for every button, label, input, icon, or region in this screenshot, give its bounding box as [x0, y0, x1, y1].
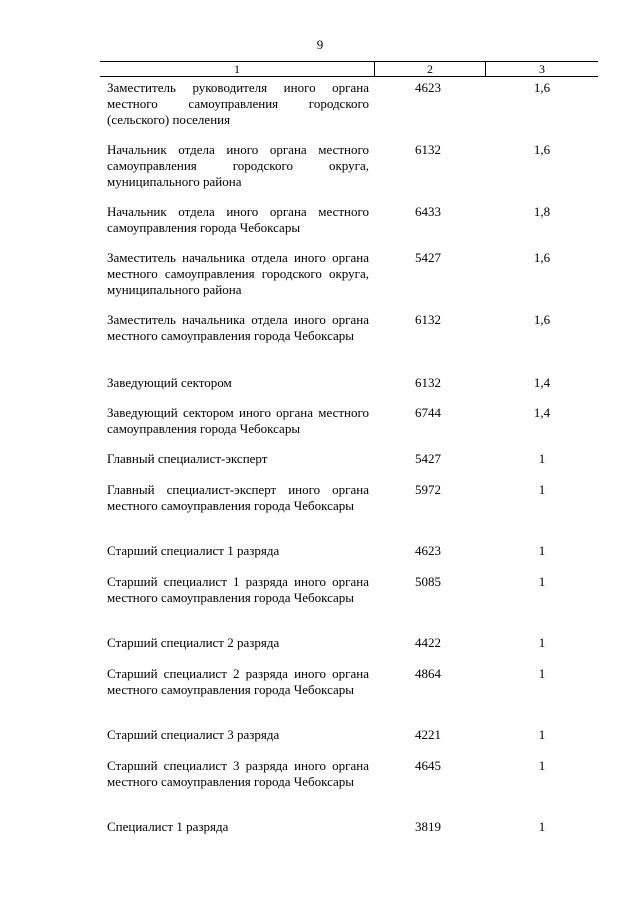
position-name: Главный специалист-эксперт: [107, 451, 268, 466]
table-row: [0, 574, 640, 635]
coefficient: 1,4: [533, 375, 551, 390]
salary-value: 4623: [415, 543, 441, 558]
table-row: [0, 405, 640, 451]
table-row: [0, 80, 640, 142]
table-row: [0, 727, 640, 758]
column-header-2: 2: [375, 62, 486, 76]
coefficient: 1: [538, 666, 546, 681]
table-body: [0, 80, 640, 850]
table-row: [0, 250, 640, 312]
position-name: Старший специалист 2 разряда иного органа местного самоуправления города Чебоксары: [107, 666, 369, 697]
salary-value: 6132: [415, 312, 441, 327]
coefficient: 1: [538, 758, 546, 773]
salary-value: 4221: [415, 727, 441, 742]
position-name: Заведующий сектором иного органа местного самоуправления города Чебоксары: [107, 405, 369, 436]
salary-value: 6132: [415, 142, 441, 157]
position-name: Главный специалист-эксперт иного органа местного самоуправления города Чебоксары: [107, 482, 369, 513]
position-name: Заместитель руководителя иного органа местного самоуправления городского (сельского) поселения: [107, 80, 369, 127]
position-name: Заведующий сектором: [107, 375, 232, 390]
salary-value: 6744: [415, 405, 441, 420]
position-name: Заместитель начальника отдела иного органа местного самоуправления городского округа, муниципального района: [107, 250, 369, 297]
coefficient: 1: [538, 819, 546, 834]
table-row: [0, 375, 640, 405]
coefficient: 1: [538, 482, 546, 497]
position-name: Старший специалист 3 разряда: [107, 727, 280, 742]
salary-value: 5085: [415, 574, 441, 589]
coefficient: 1,4: [533, 405, 551, 420]
salary-value: 5972: [415, 482, 441, 497]
coefficient: 1,6: [533, 80, 551, 95]
salary-value: 6132: [415, 375, 441, 390]
salary-value: 4864: [415, 666, 441, 681]
table-row: [0, 635, 640, 666]
coefficient: 1: [538, 727, 546, 742]
salary-value: 6433: [415, 204, 441, 219]
coefficient: 1,6: [533, 250, 551, 265]
table-row: [0, 819, 640, 850]
page-number: 9: [316, 37, 324, 52]
salary-value: 4645: [415, 758, 441, 773]
coefficient: 1: [538, 543, 546, 558]
position-name: Начальник отдела иного органа местного самоуправления городского округа, муниципального района: [107, 142, 369, 189]
salary-value: 4422: [415, 635, 441, 650]
coefficient: 1: [538, 635, 546, 650]
table-row: [0, 451, 640, 482]
table-header: [100, 61, 598, 77]
position-name: Старший специалист 1 разряда: [107, 543, 280, 558]
table-row: [0, 312, 640, 375]
position-name: Начальник отдела иного органа местного самоуправления города Чебоксары: [107, 204, 369, 235]
position-name: Старший специалист 2 разряда: [107, 635, 280, 650]
position-name: Старший специалист 1 разряда иного органа местного самоуправления города Чебоксары: [107, 574, 369, 605]
table-row: [0, 666, 640, 727]
coefficient: 1: [538, 574, 546, 589]
coefficient: 1: [538, 451, 546, 466]
column-header-3: 3: [539, 62, 545, 76]
table-row: [0, 543, 640, 574]
coefficient: 1,8: [533, 204, 551, 219]
table-row: [0, 482, 640, 543]
coefficient: 1,6: [533, 142, 551, 157]
salary-value: 5427: [415, 451, 441, 466]
salary-value: 4623: [415, 80, 441, 95]
position-name: Старший специалист 3 разряда иного органа местного самоуправления города Чебоксары: [107, 758, 369, 789]
table-row: [0, 142, 640, 204]
salary-value: 3819: [415, 819, 441, 834]
table-row: [0, 204, 640, 250]
salary-value: 5427: [415, 250, 441, 265]
table-row: [0, 758, 640, 819]
position-name: Специалист 1 разряда: [107, 819, 229, 834]
position-name: Заместитель начальника отдела иного органа местного самоуправления города Чебоксары: [107, 312, 369, 343]
coefficient: 1,6: [533, 312, 551, 327]
column-header-1: 1: [100, 62, 375, 76]
